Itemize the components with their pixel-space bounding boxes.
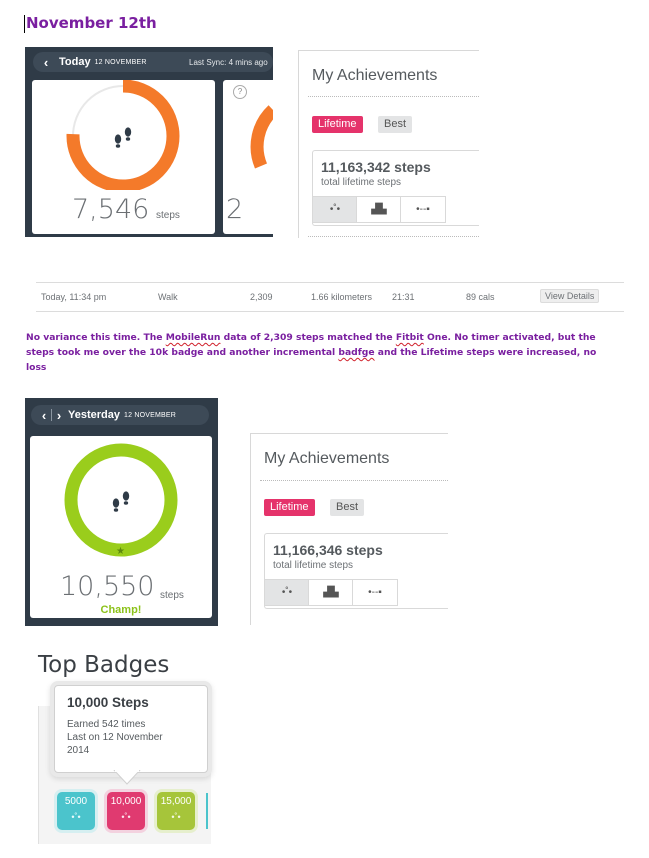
yesterday-nav-date: 12 NOVEMBER (123, 411, 176, 419)
help-icon[interactable]: ? (233, 85, 247, 99)
note-text: No variance this time. The (26, 332, 166, 343)
lifetime-tab[interactable]: Lifetime (264, 499, 315, 516)
spellcheck-word: Fitbit (395, 332, 424, 343)
activity-duration: 21:31 (392, 292, 415, 302)
secondary-stat-card[interactable] (223, 80, 273, 234)
tooltip-pointer (112, 770, 142, 786)
note-text: One. No timer activated, but the steps took me over the 10k badge and another incremental (26, 332, 596, 358)
stairs-tab[interactable] (308, 579, 354, 606)
yesterday-steps-count: 10,550 (60, 571, 155, 602)
achievements-title: My Achievements (264, 450, 390, 467)
lifetime-steps-label: total lifetime steps (321, 177, 402, 188)
secondary-progress-ring (223, 80, 273, 190)
footsteps-icon: •˚• (71, 812, 81, 822)
footsteps-icon: •˚• (121, 812, 131, 822)
lifetime-steps-total: 11,163,342 steps (321, 159, 431, 175)
footsteps-icon: •˚• (329, 204, 341, 215)
lifetime-steps-label: total lifetime steps (273, 560, 354, 571)
badge-label: 15,000 (160, 796, 192, 807)
achievements-title: My Achievements (312, 67, 438, 84)
footsteps-tab[interactable] (312, 196, 358, 223)
star-icon: ★ (116, 546, 125, 557)
chevron-left-icon[interactable]: ‹ (41, 407, 47, 423)
footsteps-icon: •˚• (281, 587, 293, 598)
champ-label: Champ! (100, 604, 142, 616)
note-text: and the Lifetime steps were increased, no loss (26, 347, 597, 373)
tooltip-earned: Earned 542 times (67, 719, 146, 730)
footsteps-icon: •˚• (171, 812, 181, 822)
distance-tab[interactable] (400, 196, 446, 223)
today-steps-card[interactable] (32, 80, 215, 234)
stairs-icon: ▟▙ (323, 587, 339, 598)
yesterday-nav-bar (31, 405, 209, 425)
lifetime-stat-box (264, 533, 448, 609)
distance-icon: •--▪ (416, 204, 430, 215)
yesterday-steps-label: steps (160, 590, 184, 601)
view-details-button[interactable]: View Details (540, 289, 599, 303)
chevron-right-icon[interactable]: › (56, 407, 62, 423)
activity-distance: 1.66 kilometers (311, 292, 373, 302)
today-steps-count: 7,546 (72, 194, 150, 225)
today-nav-date: 12 NOVEMBER (94, 58, 147, 66)
best-tab[interactable]: Best (330, 499, 364, 516)
today-nav-label: Today (59, 56, 91, 68)
note-text: data of 2,309 steps matched the (220, 332, 396, 343)
yesterday-steps-card[interactable] (30, 436, 212, 618)
today-steps-label: steps (156, 210, 180, 221)
badge-5000[interactable] (57, 792, 95, 830)
activity-steps: 2,309 (250, 292, 273, 302)
distance-tab[interactable] (352, 579, 398, 606)
footsteps-icon (113, 491, 129, 511)
badge-tooltip (54, 685, 208, 773)
activity-calories: 89 cals (466, 292, 495, 302)
tooltip-year: 2014 (67, 745, 90, 756)
activity-row-top-border (36, 282, 624, 283)
activity-time: Today, 11:34 pm (41, 292, 107, 302)
activity-row-bottom-border (36, 311, 624, 312)
yesterday-nav-label: Yesterday (68, 409, 120, 421)
last-sync-text: Last Sync: 4 mins ago (189, 58, 268, 67)
spellcheck-word: MobileRun (165, 332, 221, 343)
today-dashboard (25, 47, 273, 237)
lifetime-tab[interactable]: Lifetime (312, 116, 363, 133)
badge-label: 5000 (64, 796, 88, 807)
footsteps-icon (115, 127, 131, 147)
spellcheck-word: badfge (338, 347, 375, 358)
badge-10000[interactable] (107, 792, 145, 830)
yesterday-progress-arc (71, 450, 171, 550)
chevron-left-icon[interactable]: ‹ (43, 54, 49, 70)
achievements-panel-2 (250, 433, 448, 625)
page-heading: November 12th (26, 14, 157, 32)
note-paragraph (26, 330, 616, 375)
yesterday-dashboard (25, 398, 218, 626)
lifetime-stat-box (312, 150, 479, 226)
lifetime-steps-total: 11,166,346 steps (273, 542, 383, 558)
tooltip-title: 10,000 Steps (67, 695, 149, 710)
top-badges-title: Top Badges (38, 652, 170, 678)
badge-row-edge (206, 793, 208, 829)
today-progress-ring (32, 80, 215, 190)
stairs-icon: ▟▙ (371, 204, 387, 215)
tooltip-last-on: Last on 12 November (67, 732, 163, 743)
badge-label: 10,000 (110, 796, 142, 807)
secondary-stat-value: 2 (226, 194, 244, 225)
achievements-panel-1 (298, 50, 479, 238)
best-tab[interactable]: Best (378, 116, 412, 133)
distance-icon: •--▪ (368, 587, 382, 598)
stairs-tab[interactable] (356, 196, 402, 223)
footsteps-tab[interactable] (264, 579, 310, 606)
badge-15000[interactable] (157, 792, 195, 830)
text-cursor (24, 15, 25, 33)
activity-type: Walk (158, 292, 178, 302)
